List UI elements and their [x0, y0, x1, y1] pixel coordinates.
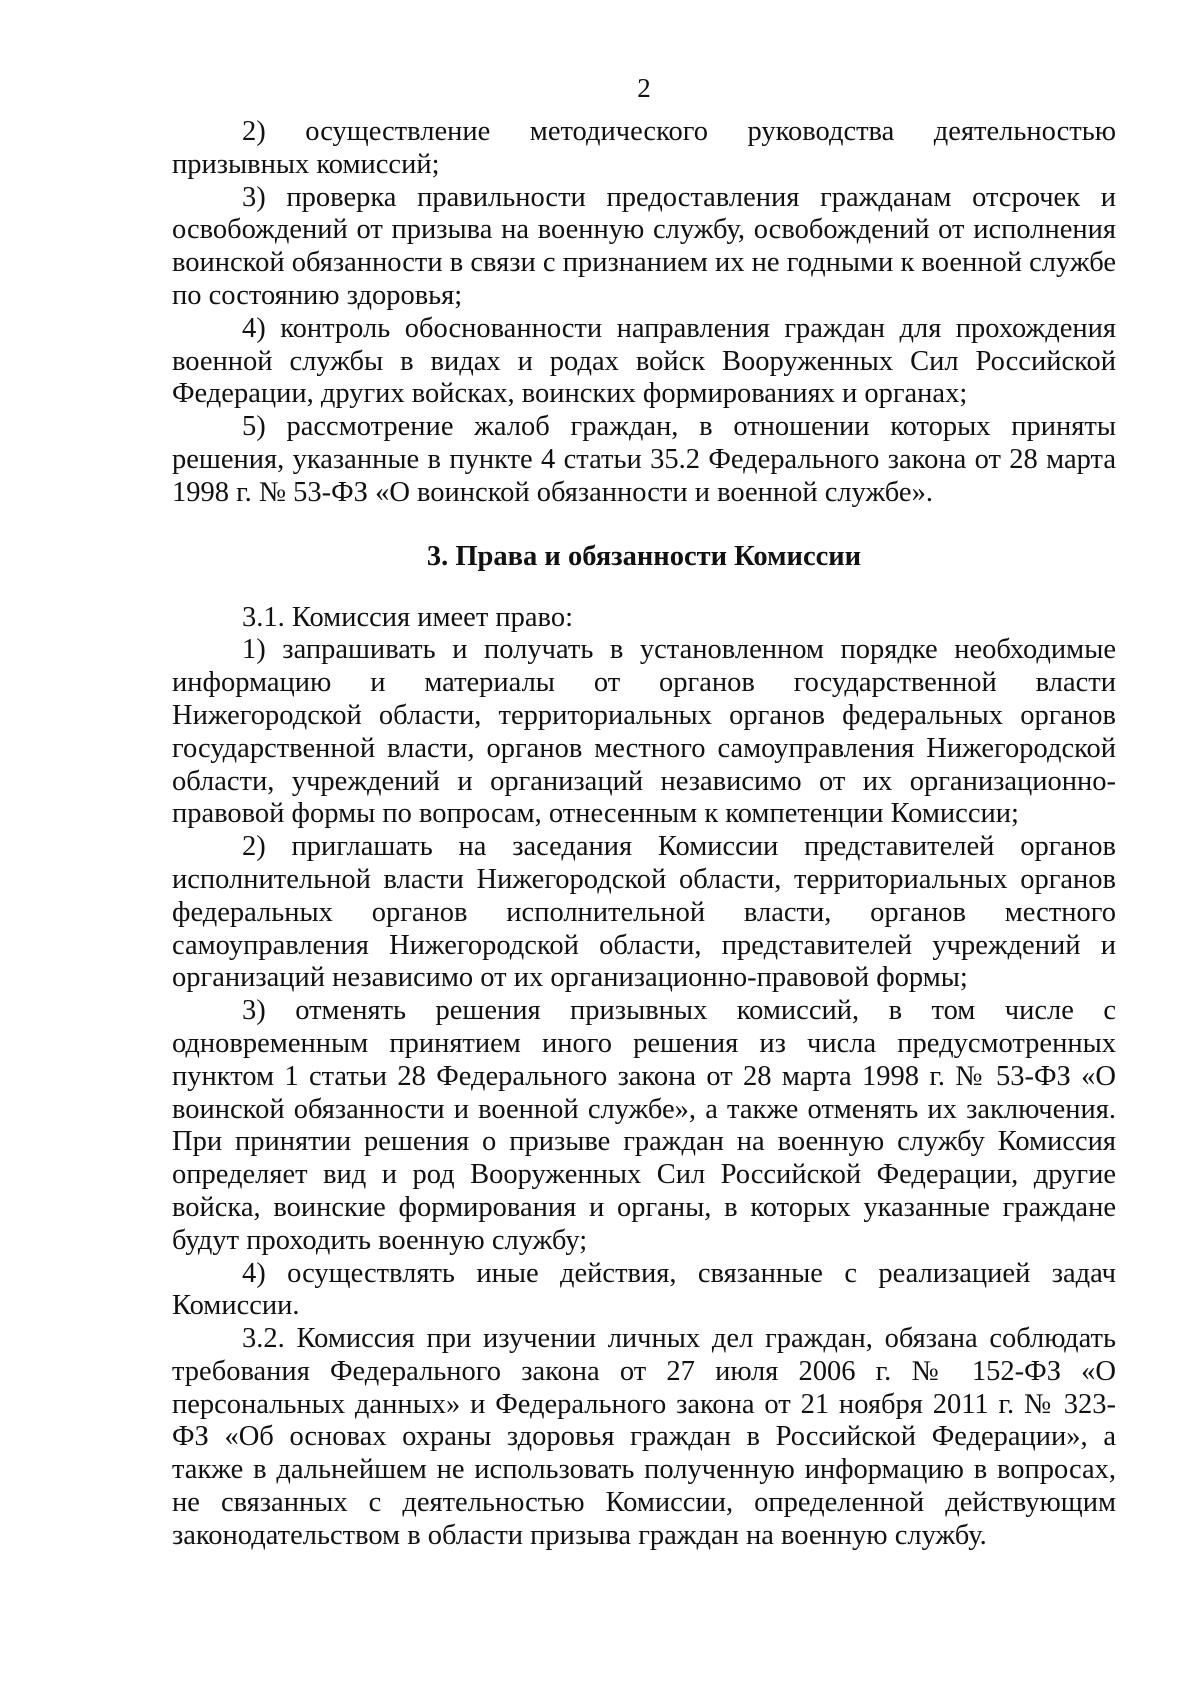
list-item: 3) отменять решения призывных комиссий, в том числе с одновременным принятием иного решения из числа предусмотренных пунктом 1 статьи 28 Федерального закона от 28 марта 1998 г. № 53-ФЗ «О воинской обязанности и военной службе», а также отменять их заключения. При принятии решения о призыве граждан на военную службу Комиссия определяет вид и род Вооруженных Сил Российской Федерации, другие войска, воинские формирования и органы, в которых указанные граждане будут проходить военную службу; — [172, 995, 1116, 1256]
list-item: 1) запрашивать и получать в установленном порядке необходимые информацию и материалы от органов государственной власти Нижегородской области, территориальных органов федеральных органов государственной власти, органов местного самоуправления Нижегородской области, учреждений и организаций независимо от их организационно-правовой формы по вопросам, отнесенным к компетенции Комиссии; — [172, 634, 1116, 830]
section-heading: 3. Права и обязанности Комиссии — [426, 540, 862, 572]
list-item: 5) рассмотрение жалоб граждан, в отношении которых приняты решения, указанные в пункте 4 статьи 35.2 Федерального закона от 28 марта 1998 г. № 53-ФЗ «О воинской обязанности и военной службе». — [172, 411, 1116, 508]
page-number: 2 — [637, 73, 651, 103]
list-item: 2) осуществление методического руководства деятельностью призывных комиссий; — [172, 116, 1116, 180]
list-item: 3) проверка правильности предоставления гражданам отсрочек и освобождений от призыва на военную службу, освобождений от исполнения воинской обязанности в связи с признанием их не годными к военной службе по состоянию здоровья; — [172, 181, 1116, 311]
clause-3-1-intro: 3.1. Комиссия имеет право: — [242, 601, 573, 633]
document-page — [172, 60, 1116, 1553]
clause-3-2: 3.2. Комиссия при изучении личных дел граждан, обязана соблюдать требования Федерального закона от 27 июля 2006 г. № 152-ФЗ «О персональных данных» и Федерального закона от 21 ноября 2011 г. № 323-ФЗ «Об основах охраны здоровья граждан в Российской Федерации», а также в дальнейшем не использовать полученную информацию в вопросах, не связанных с деятельностью Комиссии, определенной действующим законодательством в области призыва граждан на военную службу. — [172, 1323, 1116, 1551]
list-item: 2) приглашать на заседания Комиссии представителей органов исполнительной власти Нижегородской области, территориальных органов федеральных органов исполнительной власти, органов местного самоуправления Нижегородской области, представителей учреждений и организаций независимо от их организационно-правовой формы; — [172, 831, 1116, 994]
list-item: 4) контроль обоснованности направления граждан для прохождения военной службы в видах и родах войск Вооруженных Сил Российской Федерации, других войсках, воинских формированиях и органах; — [172, 312, 1116, 410]
list-item: 4) осуществлять иные действия, связанные с реализацией задач Комиссии. — [172, 1257, 1116, 1322]
